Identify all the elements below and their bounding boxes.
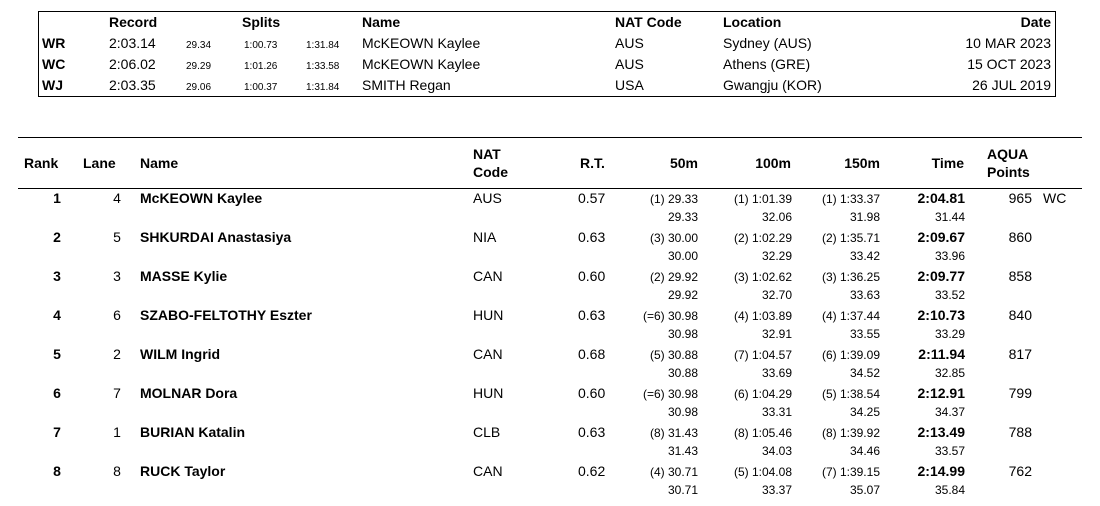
result-time: 2:09.67	[917, 229, 965, 245]
record-nat: USA	[615, 77, 644, 93]
result-rank: 2	[53, 229, 61, 245]
result-100m: (1) 1:01.39	[733, 192, 792, 206]
record-location: Gwangju (KOR)	[723, 77, 822, 93]
result-50m: (1) 29.33	[649, 192, 698, 206]
result-points: 858	[1008, 268, 1032, 284]
result-name: MASSE Kylie	[140, 268, 228, 284]
result-150m-split: 34.52	[849, 366, 880, 380]
record-split: 29.34	[186, 40, 212, 51]
results-header-time: Time	[931, 155, 964, 171]
results-header	[18, 137, 1082, 189]
result-150m: (7) 1:39.15	[821, 465, 880, 479]
record-code: WR	[42, 35, 66, 51]
record-date: 26 JUL 2019	[972, 77, 1051, 93]
record-time: 2:03.14	[109, 35, 156, 51]
result-nat: AUS	[473, 190, 502, 206]
result-name: WILM Ingrid	[140, 346, 221, 362]
records-header-date: Date	[1020, 14, 1051, 30]
record-split: 1:31.84	[306, 40, 340, 51]
result-time: 2:09.77	[917, 268, 965, 284]
result-150m-split: 31.98	[849, 210, 880, 224]
record-location: Sydney (AUS)	[723, 35, 812, 51]
result-100m-split: 33.31	[761, 405, 792, 419]
result-time-split: 33.57	[934, 444, 965, 458]
result-time: 2:14.99	[917, 463, 965, 479]
result-150m: (2) 1:35.71	[821, 231, 880, 245]
result-50m-split: 29.33	[667, 210, 698, 224]
result-50m: (3) 30.00	[649, 231, 698, 245]
result-time-split: 31.44	[934, 210, 965, 224]
results-header-nat: NAT	[473, 146, 501, 162]
result-100m: (3) 1:02.62	[733, 270, 792, 284]
result-rt: 0.60	[578, 268, 606, 284]
record-split: 1:00.73	[244, 40, 278, 51]
result-points: 788	[1008, 424, 1032, 440]
result-time-split: 33.52	[934, 288, 965, 302]
result-150m: (6) 1:39.09	[821, 348, 880, 362]
record-code: WC	[42, 56, 66, 72]
record-time: 2:06.02	[109, 56, 156, 72]
result-150m-split: 33.63	[849, 288, 880, 302]
result-lane: 6	[113, 307, 121, 323]
result-rt: 0.63	[578, 307, 606, 323]
result-100m: (6) 1:04.29	[733, 387, 792, 401]
record-name: McKEOWN Kaylee	[362, 56, 481, 72]
result-100m: (7) 1:04.57	[733, 348, 792, 362]
result-time: 2:11.94	[918, 346, 965, 362]
results-header-name: Name	[140, 155, 179, 171]
records-header-splits: Splits	[242, 14, 281, 30]
result-rt: 0.57	[578, 190, 606, 206]
results-header-150m: 150m	[844, 155, 880, 171]
result-rt: 0.63	[578, 229, 606, 245]
result-row	[0, 190, 1100, 228]
result-row	[0, 307, 1100, 345]
result-rank: 5	[53, 346, 61, 362]
result-time-split: 33.29	[934, 327, 965, 341]
record-code: WJ	[42, 77, 63, 93]
result-100m-split: 32.06	[761, 210, 792, 224]
result-100m-split: 34.03	[761, 444, 792, 458]
record-split: 1:01.26	[244, 61, 278, 72]
result-rank: 7	[53, 424, 61, 440]
record-location: Athens (GRE)	[723, 56, 811, 72]
result-lane: 2	[113, 346, 121, 362]
result-name: MOLNAR Dora	[140, 385, 238, 401]
result-name: McKEOWN Kaylee	[140, 190, 263, 206]
record-split: 1:00.37	[244, 82, 278, 93]
result-150m: (1) 1:33.37	[821, 192, 880, 206]
result-100m: (2) 1:02.29	[733, 231, 792, 245]
result-rt: 0.68	[578, 346, 606, 362]
result-nat: CAN	[473, 463, 503, 479]
result-150m-split: 35.07	[849, 483, 880, 497]
result-150m: (5) 1:38.54	[821, 387, 880, 401]
record-name: McKEOWN Kaylee	[362, 35, 481, 51]
result-time: 2:04.81	[917, 190, 965, 206]
record-split: 1:33.58	[306, 61, 340, 72]
result-nat: HUN	[473, 307, 504, 323]
result-100m-split: 33.69	[761, 366, 792, 380]
result-time-split: 35.84	[934, 483, 965, 497]
result-row	[0, 424, 1100, 462]
results-header-lane: Lane	[83, 155, 116, 171]
result-lane: 3	[113, 268, 121, 284]
result-name: BURIAN Katalin	[140, 424, 246, 440]
result-time: 2:12.91	[917, 385, 965, 401]
record-name: SMITH Regan	[362, 77, 451, 93]
result-100m-split: 32.70	[761, 288, 792, 302]
result-row	[0, 346, 1100, 384]
result-time: 2:13.49	[917, 424, 965, 440]
record-time: 2:03.35	[109, 77, 156, 93]
records-header-location: Location	[723, 14, 782, 30]
result-rank: 1	[53, 190, 61, 206]
result-points: 799	[1008, 385, 1032, 401]
result-row	[0, 268, 1100, 306]
result-rt: 0.62	[578, 463, 606, 479]
result-150m-split: 34.46	[849, 444, 880, 458]
result-points: 817	[1008, 346, 1032, 362]
result-nat: NIA	[473, 229, 497, 245]
result-name: SHKURDAI Anastasiya	[140, 229, 292, 245]
results-header-rank: Rank	[24, 155, 59, 171]
result-lane: 5	[113, 229, 121, 245]
result-150m-split: 34.25	[849, 405, 880, 419]
result-100m: (5) 1:04.08	[733, 465, 792, 479]
result-row	[0, 463, 1100, 501]
result-150m: (4) 1:37.44	[821, 309, 880, 323]
result-rt: 0.63	[578, 424, 606, 440]
result-50m-split: 31.43	[667, 444, 698, 458]
result-50m-split: 30.98	[667, 327, 698, 341]
result-rank: 4	[53, 307, 61, 323]
records-header-name: Name	[362, 14, 401, 30]
result-lane: 4	[113, 190, 121, 206]
result-100m: (8) 1:05.46	[733, 426, 792, 440]
result-150m-split: 33.55	[849, 327, 880, 341]
result-nat: CLB	[473, 424, 501, 440]
result-row	[0, 229, 1100, 267]
result-150m: (8) 1:39.92	[821, 426, 880, 440]
result-rank: 8	[53, 463, 61, 479]
result-100m-split: 32.29	[761, 249, 792, 263]
result-name: SZABO-FELTOTHY Eszter	[140, 307, 312, 323]
result-lane: 7	[113, 385, 121, 401]
result-points: 860	[1008, 229, 1032, 245]
result-150m-split: 33.42	[849, 249, 880, 263]
result-time-split: 32.85	[934, 366, 965, 380]
result-points: 965	[1008, 190, 1032, 206]
result-50m-split: 30.71	[667, 483, 698, 497]
record-nat: AUS	[615, 35, 644, 51]
result-rank: 3	[53, 268, 61, 284]
result-50m-split: 30.88	[667, 366, 698, 380]
record-date: 10 MAR 2023	[965, 35, 1051, 51]
result-time-split: 33.96	[934, 249, 965, 263]
result-50m: (2) 29.92	[649, 270, 698, 284]
result-note: WC	[1043, 190, 1067, 206]
result-150m: (3) 1:36.25	[821, 270, 880, 284]
result-50m-split: 30.98	[667, 405, 698, 419]
result-nat: HUN	[473, 385, 504, 401]
result-points: 762	[1008, 463, 1032, 479]
records-header-nat-code: NAT Code	[615, 14, 682, 30]
result-50m: (=6) 30.98	[642, 387, 698, 401]
result-time-split: 34.37	[934, 405, 965, 419]
result-name: RUCK Taylor	[140, 463, 226, 479]
result-rt: 0.60	[578, 385, 606, 401]
result-100m-split: 32.91	[761, 327, 792, 341]
record-nat: AUS	[615, 56, 644, 72]
results-header-points: Points	[987, 164, 1030, 180]
result-50m-split: 29.92	[667, 288, 698, 302]
result-50m-split: 30.00	[667, 249, 698, 263]
record-split: 29.06	[186, 82, 212, 93]
records-table	[38, 11, 1056, 97]
result-100m: (4) 1:03.89	[733, 309, 792, 323]
results-header-aqua: AQUA	[987, 146, 1029, 162]
result-50m: (5) 30.88	[649, 348, 698, 362]
result-row	[0, 385, 1100, 423]
results-header-code: Code	[473, 164, 508, 180]
result-100m-split: 33.37	[761, 483, 792, 497]
result-50m: (4) 30.71	[649, 465, 698, 479]
result-time: 2:10.73	[917, 307, 965, 323]
result-nat: CAN	[473, 346, 503, 362]
result-lane: 1	[113, 424, 121, 440]
results-header-50m: 50m	[669, 155, 698, 171]
results-header-rt: R.T.	[580, 155, 605, 171]
result-lane: 8	[113, 463, 121, 479]
result-50m: (8) 31.43	[649, 426, 698, 440]
result-nat: CAN	[473, 268, 503, 284]
result-points: 840	[1008, 307, 1032, 323]
result-50m: (=6) 30.98	[642, 309, 698, 323]
result-rank: 6	[53, 385, 61, 401]
records-header-record: Record	[109, 14, 158, 30]
record-split: 29.29	[186, 61, 212, 72]
record-split: 1:31.84	[306, 82, 340, 93]
results-header-100m: 100m	[755, 155, 791, 171]
record-date: 15 OCT 2023	[967, 56, 1051, 72]
